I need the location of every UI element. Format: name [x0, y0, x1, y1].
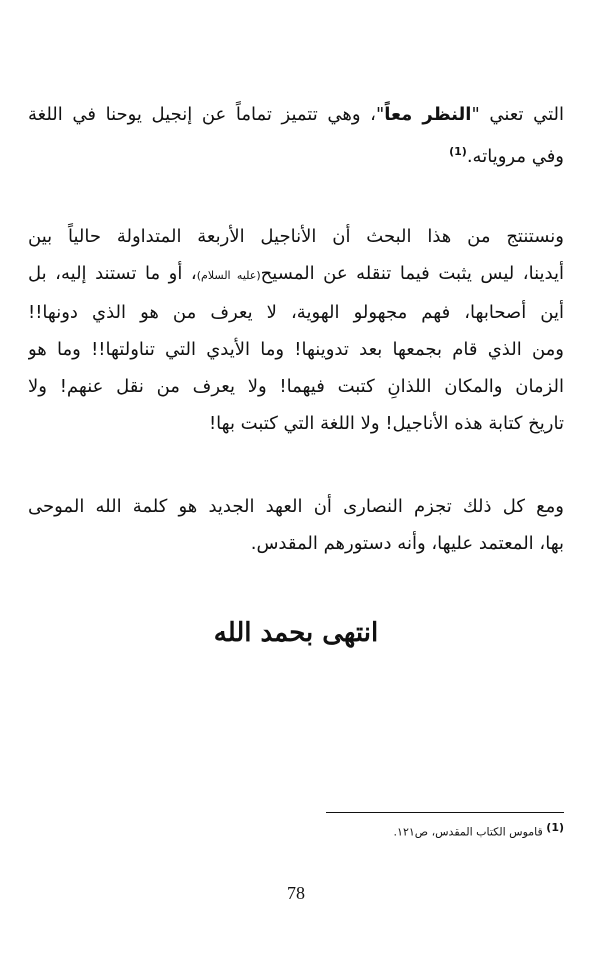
footnote-marker: (1) [546, 821, 564, 834]
bold-term: النظر معاً [384, 104, 472, 125]
paragraph-3 [28, 488, 564, 562]
paragraph-2-line-6: تاريخ كتابة هذه الأناجيل! ولا اللغة التي كتبت بها! [208, 413, 564, 434]
text-segment: "، وهي تتميز تماماً عن إنجيل يوحنا في اللغة [28, 104, 385, 125]
text-segment: التي تعني " [471, 104, 564, 125]
page-number: 78 [287, 883, 305, 903]
paragraph-1-line-1 [28, 96, 564, 133]
footnote [28, 818, 564, 843]
text-segment: وفي مروياته. [466, 146, 564, 167]
paragraph-2-line-2 [28, 255, 564, 294]
closing-phrase: انتهى بحمد الله [213, 618, 379, 648]
paragraph-2-line-1: ونستنتج من هذا البحث أن الأناجيل الأربعة المتداولة حالياً بين [28, 226, 564, 247]
paragraph-1 [28, 96, 564, 175]
honorific: (عليه السلام) [196, 269, 261, 282]
paragraph-2-line-3: أين أصحابها، فهم مجهولو الهوية، لا يعرف من هو الذي دونها!! [28, 302, 564, 323]
text-segment: أيدينا، ليس يثبت فيما تنقله عن المسيح [260, 263, 564, 284]
footnote-reference: (1) [449, 145, 467, 158]
paragraph-1-line-2 [28, 133, 564, 175]
paragraph-2-line-4: ومن الذي قام بجمعها بعد تدوينها! وما الأيدي التي تناولتها!! وما هو [28, 339, 564, 360]
footnote-text: قاموس الكتاب المقدس، ص١٢١. [393, 825, 543, 839]
footnote-separator [326, 812, 564, 813]
paragraph-3-line-2: بها، المعتمد عليها، وأنه دستورهم المقدس. [250, 533, 564, 554]
paragraph-2 [28, 218, 564, 442]
paragraph-3-line-1: ومع كل ذلك تجزم النصارى أن العهد الجديد هو كلمة الله الموحى [28, 496, 564, 517]
text-segment: ، أو ما تستند إليه، بل [28, 263, 197, 284]
paragraph-2-line-5: الزمان والمكان اللذانِ كتبت فيهما! ولا يعرف من نقل عنهم! ولا [28, 376, 564, 397]
